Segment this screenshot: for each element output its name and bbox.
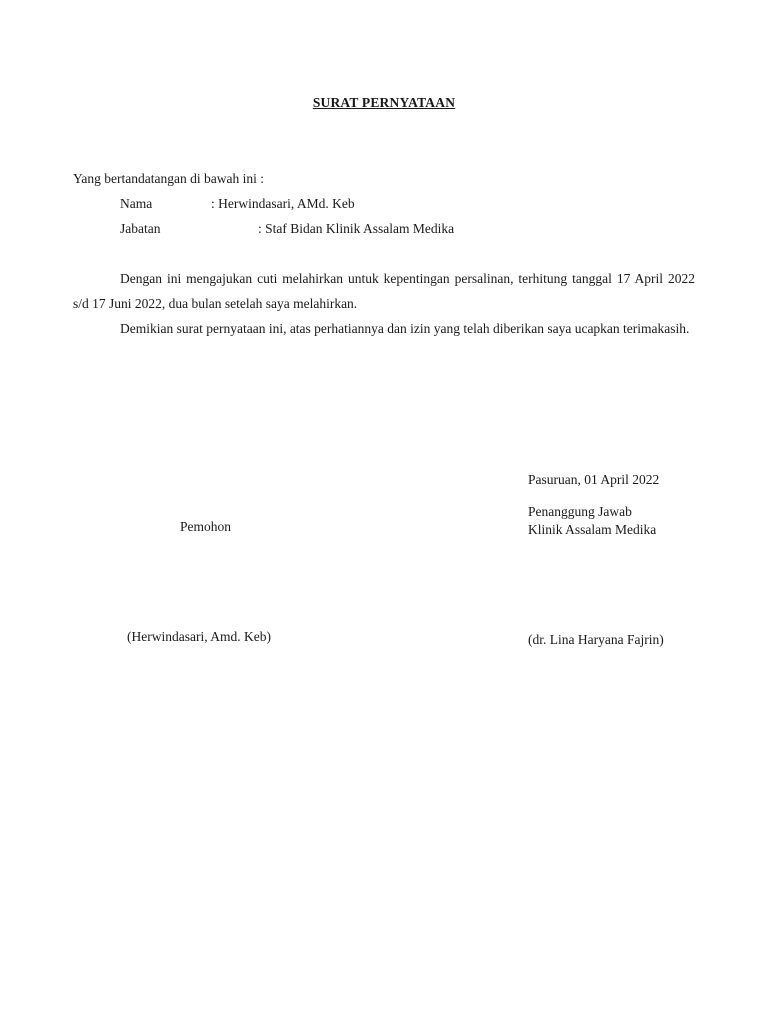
document-title: SURAT PERNYATAAN xyxy=(312,95,456,110)
left-role: Pemohon xyxy=(180,519,232,534)
place-date: Pasuruan, 01 April 2022 xyxy=(528,472,660,487)
paragraph-closing: Demikian surat pernyataan ini, atas perhatiannya dan izin yang telah diberikan saya ucapkan terimakasih. xyxy=(120,321,690,336)
nama-value: : Herwindasari, AMd. Keb xyxy=(211,196,355,211)
right-signatory-name: (dr. Lina Haryana Fajrin) xyxy=(528,632,664,647)
nama-label: Nama xyxy=(120,196,153,211)
right-role-line1: Penanggung Jawab xyxy=(528,504,632,519)
jabatan-value: : Staf Bidan Klinik Assalam Medika xyxy=(258,221,455,236)
jabatan-label: Jabatan xyxy=(120,221,161,236)
right-role-line2: Klinik Assalam Medika xyxy=(528,522,657,537)
left-signatory-name: (Herwindasari, Amd. Keb) xyxy=(127,629,271,644)
paragraph-leave-request: Dengan ini mengajukan cuti melahirkan untuk kepentingan persalinan, terhitung tanggal 17 April 2022 s/d 17 Juni 2022, dua bulan setelah saya melahirkan. xyxy=(73,271,695,311)
intro-text: Yang bertandatangan di bawah ini : xyxy=(73,171,264,186)
